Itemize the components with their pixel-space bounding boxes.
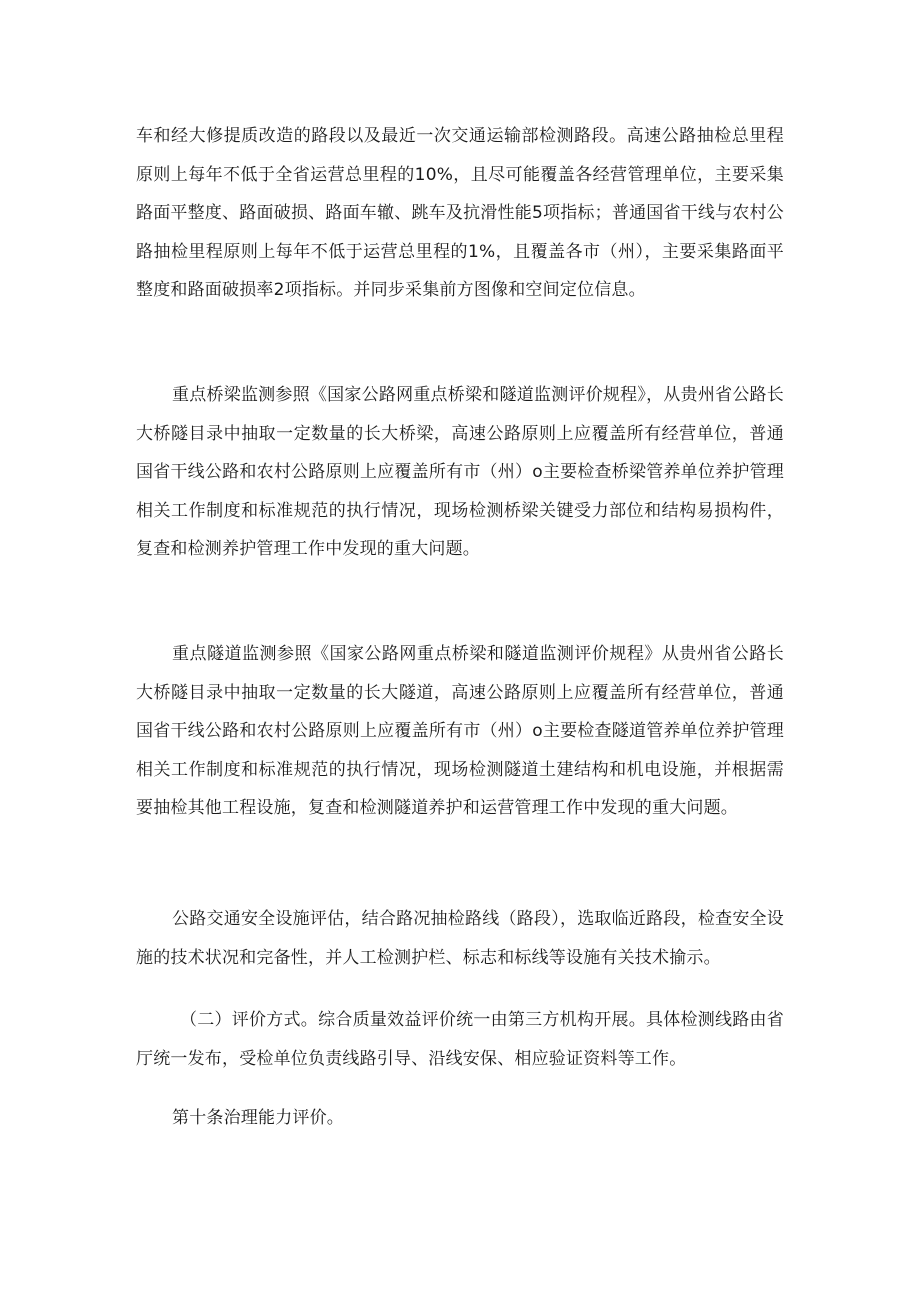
paragraph-tunnel-monitoring: 重点隧道监测参照《国家公路网重点桥梁和隧道监测评价规程》从贵州省公路长大桥隧目录中抽取一定数量的长大隧道，高速公路原则上应覆盖所有经营单位，普通国省干线公路和农村公路原则上应覆盖所有市（州）o主要检查隧道管养单位养护管理相关工作制度和标准规范的执行情况，现场检测隧道土建结构和机电设施，并根据需要抽检其他工程设施，复查和检测隧道养护和运营管理工作中发现的重大问题。 [136, 644, 784, 818]
paragraph-evaluation-method: （二）评价方式。综合质量效益评价统一由第三方机构开展。具体检测线路由省厅统一发布，受检单位负责线路引导、沿线安保、相应验证资料等工作。 [136, 1010, 784, 1069]
paragraph-bridge-monitoring: 重点桥梁监测参照《国家公路网重点桥梁和隧道监测评价规程》，从贵州省公路长大桥隧目录中抽取一定数量的长大桥梁，高速公路原则上应覆盖所有经营单位，普通国省干线公路和农村公路原则上应覆盖所有市（州）o主要检查桥梁管养单位养护管理相关工作制度和标准规范的执行情况，现场检测桥梁关键受力部位和结构易损构件，复查和检测养护管理工作中发现的重大问题。 [136, 385, 784, 559]
paragraph-article-ten-heading: 第十条治理能力评价。 [172, 1108, 344, 1128]
paragraph-safety-facilities: 公路交通安全设施评估，结合路况抽检路线（路段），选取临近路段，检查安全设施的技术状况和完备性，并人工检测护栏、标志和标线等设施有关技术揄示。 [136, 909, 784, 968]
paragraph-road-inspection: 车和经大修提质改造的路段以及最近一次交通运输部检测路段。高速公路抽检总里程原则上每年不低于全省运营总里程的10%，且尽可能覆盖各经营管理单位，主要采集路面平整度、路面破损、路面车辙、跳车及抗滑性能5项指标；普通国省干线与农村公路抽检里程原则上每年不低于运营总里程的1%，且覆盖各市（州），主要采集路面平整度和路面破损率2项指标。并同步采集前方图像和空间定位信息。 [136, 126, 784, 300]
